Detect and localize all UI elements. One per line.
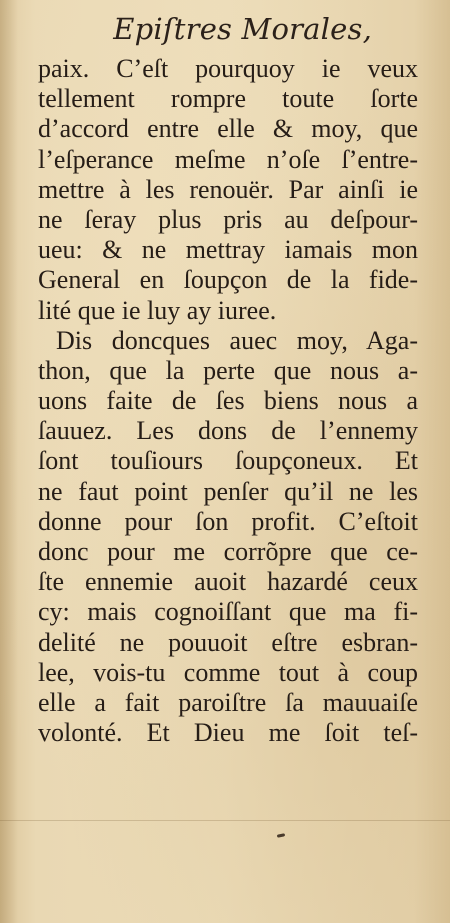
- text-line: General en ſoupçon de la fide-: [38, 265, 418, 295]
- text-line: l’eſperance meſme n’oſe ſ’entre-: [38, 144, 418, 174]
- text-line: uons faite de ſes biens nous a: [38, 386, 418, 416]
- text-line: tellement rompre toute ſorte: [38, 84, 418, 114]
- text-line: ueu: & ne mettray iamais mon: [38, 235, 418, 265]
- running-head: Epiſtres Morales,: [113, 12, 372, 46]
- text-line: donne pour ſon profit. C’eſtoit: [38, 506, 418, 536]
- text-line: paix. C’eſt pourquoy ie veux: [38, 54, 418, 83]
- text-line: delité ne pouuoit eſtre esbran-: [38, 627, 418, 657]
- lower-margin-crease: [0, 820, 450, 821]
- text-line: ne faut point penſer qu’il ne les: [38, 476, 418, 506]
- text-line: lee, vois-tu comme tout à coup: [38, 657, 418, 687]
- page-gutter-shadow: [0, 0, 18, 923]
- body-text: [38, 54, 418, 748]
- text-line: d’accord entre elle & moy, que: [38, 114, 418, 144]
- text-line: Dis doncques auec moy, Aga-: [56, 325, 418, 355]
- text-line: mettre à les renouër. Par ainſi ie: [38, 174, 418, 204]
- text-line: elle a fait paroiſtre ſa mauuaiſe: [38, 687, 418, 717]
- text-line: thon, que la perte que nous a-: [38, 355, 418, 385]
- text-line: ſont touſiours ſoupçoneux. Et: [38, 446, 418, 476]
- text-line: volonté. Et Dieu me ſoit teſ-: [38, 718, 418, 748]
- text-line: donc pour me corrõpre que ce-: [38, 537, 418, 566]
- ink-speck: [277, 833, 285, 838]
- text-line: cy: mais cognoiſſant que ma fi-: [38, 597, 418, 627]
- text-line: lité que ie luy ay iuree.: [38, 295, 277, 325]
- text-line: ne ſeray plus pris au deſpour-: [38, 204, 418, 234]
- text-line: ſte ennemie auoit hazardé ceux: [38, 567, 418, 597]
- text-line: ſauuez. Les dons de l’ennemy: [38, 416, 418, 446]
